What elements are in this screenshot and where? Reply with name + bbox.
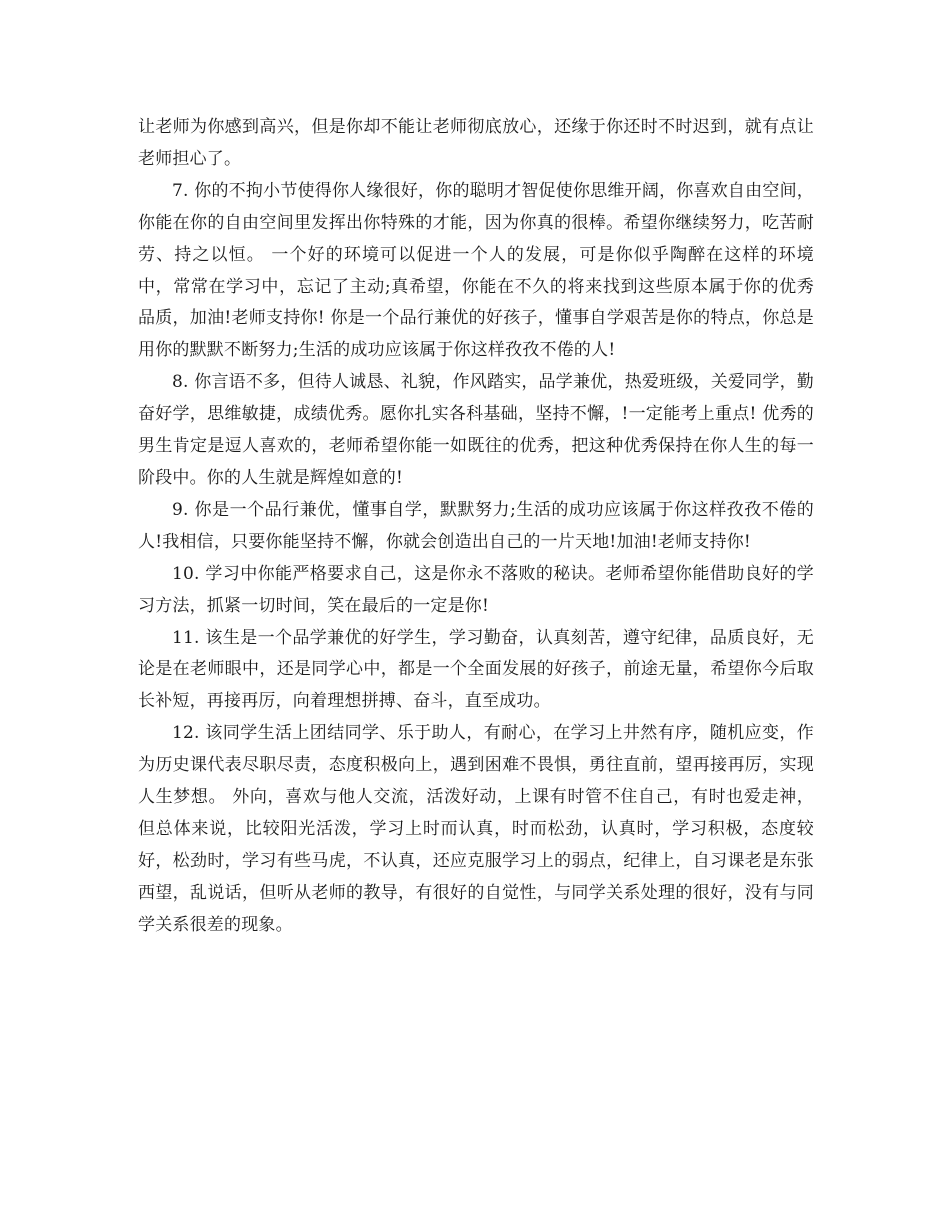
paragraph-item-9: 9. 你是一个品行兼优，懂事自学，默默努力;生活的成功应该属于你这样孜孜不倦的人!我相信，只要你能坚持不懈，你就会创造出自己的一片天地!加油!老师支持你! bbox=[138, 499, 814, 552]
paragraph-item-11: 11. 该生是一个品学兼优的好学生，学习勤奋，认真刻苦，遵守纪律，品质良好，无论是在老师眼中，还是同学心中，都是一个全面发展的好孩子，前途无量，希望你今后取长补短，再接再厉，向着理想拼搏、奋斗，直至成功。 bbox=[138, 627, 814, 712]
paragraph-item-7: 7. 你的不拘小节使得你人缘很好，你的聪明才智促使你思维开阔，你喜欢自由空间，你能在你的自由空间里发挥出你特殊的才能，因为你真的很棒。希望你继续努力，吃苦耐劳、持之以恒。 一个好的环境可以促进一个人的发展，可是你似乎陶醉在这样的环境中，常常在学习中，忘记了主动;真希望，你能在不久的将来找到这些原本属于你的优秀品质，加油!老师支持你! 你是一个品行兼优的好孩子，懂事自学艰苦是你的特点，你总是用你的默默不断努力;生活的成功应该属于你这样孜孜不倦的人! bbox=[138, 180, 814, 361]
paragraph-item-8: 8. 你言语不多，但待人诚恳、礼貌，作风踏实，品学兼优，热爱班级，关爱同学，勤奋好学，思维敏捷，成绩优秀。愿你扎实各科基础，坚持不懈，!一定能考上重点! 优秀的男生肯定是逗人喜欢的，老师希望你能一如既往的优秀，把这种优秀保持在你人生的每一阶段中。你的人生就是辉煌如意的! bbox=[138, 372, 814, 488]
paragraph-continuation: 让老师为你感到高兴，但是你却不能让老师彻底放心，还缘于你还时不时迟到，就有点让老师担心了。 bbox=[138, 117, 814, 169]
document-page bbox=[138, 112, 814, 942]
paragraph-item-12: 12. 该同学生活上团结同学、乐于助人，有耐心，在学习上井然有序，随机应变，作为历史课代表尽职尽责，态度积极向上，遇到困难不畏惧，勇往直前，望再接再厉，实现人生梦想。 外向，喜欢与他人交流，活泼好动，上课有时管不住自己，有时也爱走神，但总体来说，比较阳光活泼，学习上时而认真，时而松劲，认真时，学习积极，态度较好，松劲时，学习有些马虎，不认真，还应克服学习上的弱点，纪律上，自习课老是东张西望，乱说话，但听从老师的教导，有很好的自觉性，与同学关系处理的很好，没有与同学关系很差的现象。 bbox=[138, 723, 814, 935]
paragraph-item-10: 10. 学习中你能严格要求自己，这是你永不落败的秘诀。老师希望你能借助良好的学习方法，抓紧一切时间，笑在最后的一定是你! bbox=[138, 563, 814, 616]
